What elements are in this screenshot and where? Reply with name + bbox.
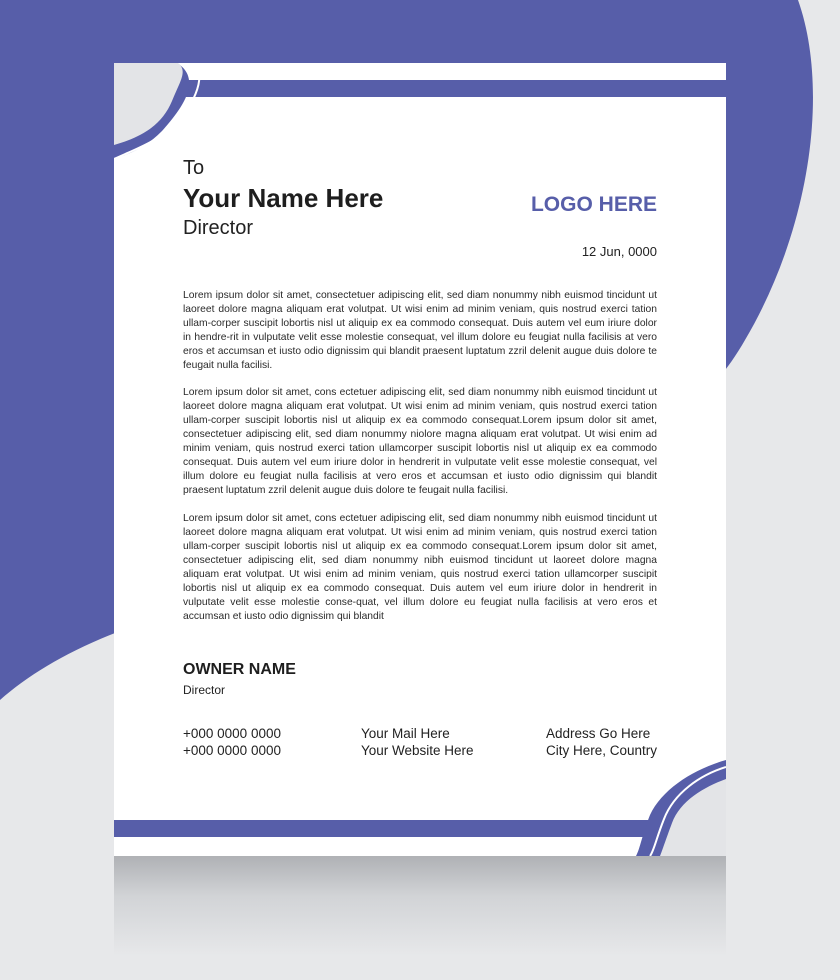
page-shadow <box>114 856 726 956</box>
phone-number-1: +000 0000 0000 <box>183 726 281 741</box>
owner-name: OWNER NAME <box>183 661 296 678</box>
recipient-name: Your Name Here <box>183 183 384 213</box>
recipient-title: Director <box>183 217 254 239</box>
logo-placeholder: LOGO HERE <box>530 193 657 216</box>
city-line: City Here, Country <box>545 743 657 758</box>
footer-phones <box>183 725 281 759</box>
letterhead-page <box>114 63 726 856</box>
phone-number-2: +000 0000 0000 <box>183 743 281 758</box>
owner-title: Director <box>183 683 226 697</box>
website-text: Your Website Here <box>361 743 474 758</box>
address-line: Address Go Here <box>545 726 651 741</box>
letter-date: 12 Jun, 0000 <box>581 244 657 259</box>
footer-address <box>546 725 657 759</box>
body-paragraph-1: Lorem ipsum dolor sit amet, consectetuer adipiscing elit, sed diam nonummy nibh euismod tincidunt ut laoreet dolore magna aliquam erat volutpat. Ut wisi enim ad minim veniam, quis nostrud exerci tation ullam-corper suscipit lobortis nisl ut aliquip ex ea commodo consequat. Duis autem vel eum iriure dolor in hendre-rit in vulputate velit esse molestie consequat, vel illum dolore eu feugiat nulla facilisis at vero eros et accumsan et iusto odio dignissim qui blandit praesent luptatum zzril delenit augue duis dolore te feugait nulla facilisi. <box>183 290 657 371</box>
body-paragraph-2: Lorem ipsum dolor sit amet, cons ectetuer adipiscing elit, sed diam nonummy nibh euismod tincidunt ut laoreet dolore magna aliquam erat volutpat. Ut wisi enim ad minim veniam, quis nostrud exerci tation ullam-corper suscipit lobortis nisl ut aliquip ex ea commodo consequat.Lorem ipsum dolor sit amet, consectetuer adipiscing elit, sed diam nonummy niolore magna aliquam erat volutpat. Ut wisi enim ad minim veniam, quis nostrud exerci tation ullamcorper suscipit lobortis nisl ut aliquip ex ea commodo consequat. Duis autem vel eum iriure dolor in hendrerit in vulputate velit esse molestie consequat, vel illum dolore eu feugiat nulla facilisis at vero eros et accumsan et iusto odio dignissim qui blandit praesent luptatum zzril delenit augue duis dolore te feugait nulla facilisi. <box>183 387 657 496</box>
body-paragraph-3: Lorem ipsum dolor sit amet, cons ectetuer adipiscing elit, sed diam nonummy nibh euismod tincidunt ut laoreet dolore magna aliquam erat volutpat. Ut wisi enim ad minim veniam, quis nostrud exerci tation ullam-corper suscipit lobortis nisl ut aliquip ex ea commodo consequat.Lorem ipsum dolor sit amet, consectetuer adipiscing elit, sed diam nonummy nibh euismod tincidunt ut laoreet dolore magna aliquam erat volutpat. Ut wisi enim ad minim veniam, quis nostrud exerci tation ullamcorper suscipit lobortis nisl ut aliquip ex ea commodo consequat. Duis autem vel eum iriure dolor in hendrerit in vulputate velit esse molestie conse-quat, vel illum dolore eu feugiat nulla facilisis at vero eros et accumsan et iusto odio dignissim qui blandit <box>183 513 657 622</box>
email-text: Your Mail Here <box>361 726 450 741</box>
to-label: To <box>183 157 205 179</box>
footer-online <box>361 725 474 759</box>
